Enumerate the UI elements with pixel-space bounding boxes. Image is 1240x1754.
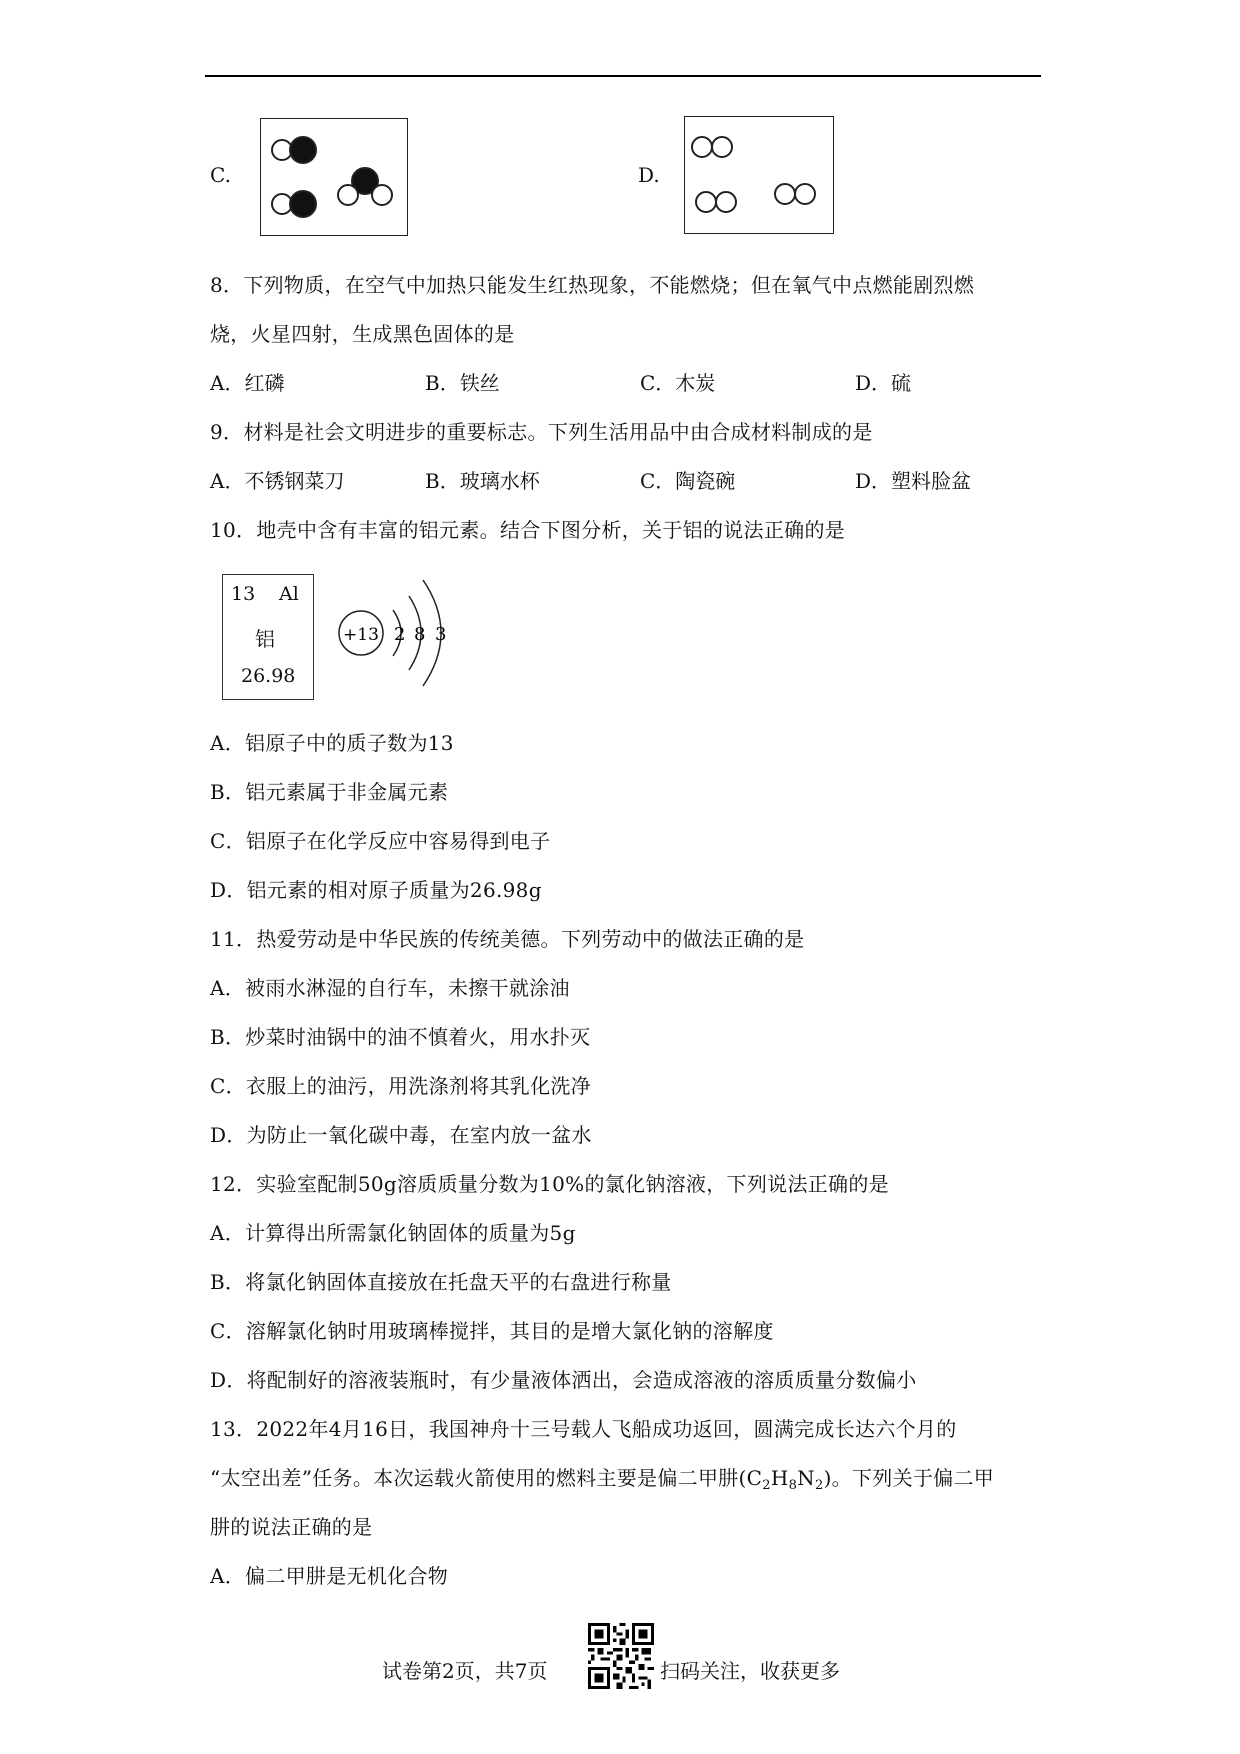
q8-option-d[interactable]: D．硫 bbox=[855, 371, 912, 395]
qr-code-icon[interactable] bbox=[588, 1623, 654, 1689]
q8-stem-line2: 烧，火星四射，生成黑色固体的是 bbox=[210, 322, 515, 346]
q13-option-a[interactable]: A．偏二甲肼是无机化合物 bbox=[210, 1564, 449, 1588]
page-number: 试卷第2页，共7页 bbox=[382, 1659, 548, 1683]
element-symbol: Al bbox=[279, 583, 299, 605]
q12-option-a[interactable]: A．计算得出所需氯化钠固体的质量为5g bbox=[210, 1221, 576, 1245]
shell-electrons-1: 2 bbox=[394, 624, 406, 645]
molecule-diagram-c bbox=[261, 119, 407, 235]
white-atom bbox=[338, 185, 358, 205]
q10-stem: 10．地壳中含有丰富的铝元素。结合下图分析，关于铝的说法正确的是 bbox=[210, 518, 846, 542]
black-atom bbox=[290, 137, 316, 163]
q12-option-c[interactable]: C．溶解氯化钠时用玻璃棒搅拌，其目的是增大氯化钠的溶解度 bbox=[210, 1319, 774, 1343]
atomic-mass: 26.98 bbox=[241, 665, 296, 687]
q7-option-d-diagram bbox=[684, 116, 834, 234]
q12-stem: 12．实验室配制50g溶质质量分数为10%的氯化钠溶液，下列说法正确的是 bbox=[210, 1172, 889, 1196]
q7-option-c-label[interactable]: C. bbox=[210, 163, 231, 187]
element-name: 铝 bbox=[255, 627, 275, 651]
molecule-diagram-d bbox=[685, 117, 833, 233]
q9-stem: 9．材料是社会文明进步的重要标志。下列生活用品中由合成材料制成的是 bbox=[210, 420, 873, 444]
scan-qr-text: 扫码关注，收获更多 bbox=[660, 1659, 840, 1683]
white-atom bbox=[696, 192, 716, 212]
atomic-number: 13 bbox=[231, 583, 256, 605]
formula-sub-c: 2 bbox=[762, 1478, 771, 1493]
q10-option-b[interactable]: B．铝元素属于非金属元素 bbox=[210, 780, 449, 804]
q11-option-c[interactable]: C．衣服上的油污，用洗涤剂将其乳化洗净 bbox=[210, 1074, 592, 1098]
q10-option-c[interactable]: C．铝原子在化学反应中容易得到电子 bbox=[210, 829, 551, 853]
white-atom bbox=[775, 184, 795, 204]
q9-option-d[interactable]: D．塑料脸盆 bbox=[855, 469, 972, 493]
header-rule bbox=[205, 75, 1041, 77]
shell-electrons-2: 8 bbox=[414, 624, 426, 645]
q10-option-d[interactable]: D．铝元素的相对原子质量为26.98g bbox=[210, 878, 542, 902]
q11-option-d[interactable]: D．为防止一氧化碳中毒，在室内放一盆水 bbox=[210, 1123, 592, 1147]
q11-option-b[interactable]: B．炒菜时油锅中的油不慎着火，用水扑灭 bbox=[210, 1025, 591, 1049]
q8-option-a[interactable]: A．红磷 bbox=[210, 371, 285, 395]
q9-option-c[interactable]: C．陶瓷碗 bbox=[640, 469, 736, 493]
formula-n: N bbox=[797, 1466, 815, 1490]
q13-stem-line3: 肼的说法正确的是 bbox=[210, 1515, 373, 1539]
q12-option-d[interactable]: D．将配制好的溶液装瓶时，有少量液体洒出，会造成溶液的溶质质量分数偏小 bbox=[210, 1368, 917, 1392]
q13-stem-line2-a: “太空出差”任务。本次运载火箭使用的燃料主要是偏二甲肼(C bbox=[210, 1466, 763, 1490]
q9-option-b[interactable]: B．玻璃水杯 bbox=[425, 469, 540, 493]
shell-electrons-3: 3 bbox=[435, 624, 447, 645]
q13-stem-line1: 13．2022年4月16日，我国神舟十三号载人飞船成功返回，圆满完成长达六个月的 bbox=[210, 1417, 957, 1441]
q8-stem-line1: 8．下列物质，在空气中加热只能发生红热现象，不能燃烧；但在氧气中点燃能剧烈燃 bbox=[210, 273, 975, 297]
q7-option-d-label[interactable]: D. bbox=[638, 163, 660, 187]
black-atom bbox=[290, 191, 316, 217]
q11-stem: 11．热爱劳动是中华民族的传统美德。下列劳动中的做法正确的是 bbox=[210, 927, 805, 951]
white-atom bbox=[712, 137, 732, 157]
white-atom bbox=[795, 184, 815, 204]
q11-option-a[interactable]: A．被雨水淋湿的自行车，未擦干就涂油 bbox=[210, 976, 570, 1000]
q8-option-b[interactable]: B．铁丝 bbox=[425, 371, 500, 395]
q13-stem-line2-b: )。下列关于偏二甲 bbox=[823, 1466, 995, 1490]
q13-stem-line2 bbox=[210, 1462, 994, 1493]
formula-h: H bbox=[770, 1466, 789, 1490]
q9-option-a[interactable]: A．不锈钢菜刀 bbox=[210, 469, 345, 493]
formula-sub-h: 8 bbox=[788, 1478, 798, 1493]
white-atom bbox=[716, 192, 736, 212]
white-atom bbox=[692, 137, 712, 157]
q10-option-a[interactable]: A．铝原子中的质子数为13 bbox=[210, 731, 454, 755]
q7-option-c-diagram bbox=[260, 118, 408, 236]
formula-sub-n: 2 bbox=[814, 1478, 824, 1493]
atom-structure-diagram bbox=[335, 560, 455, 706]
white-atom bbox=[372, 185, 392, 205]
nucleus-charge: +13 bbox=[343, 625, 379, 645]
q8-option-c[interactable]: C．木炭 bbox=[640, 371, 716, 395]
element-card-aluminum bbox=[222, 574, 314, 700]
q12-option-b[interactable]: B．将氯化钠固体直接放在托盘天平的右盘进行称量 bbox=[210, 1270, 672, 1294]
